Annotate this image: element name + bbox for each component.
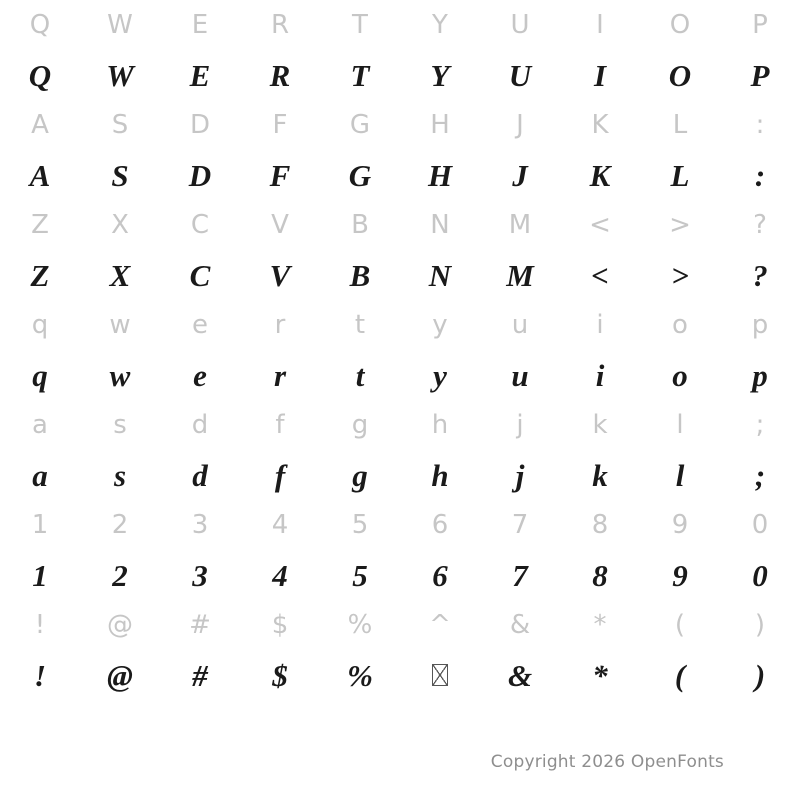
glyph-cell: r <box>273 357 287 393</box>
glyph-cell: * <box>592 657 608 693</box>
glyph-cell: a <box>32 457 48 493</box>
glyph-cell: G <box>349 110 371 140</box>
glyph-cell: ? <box>752 257 768 293</box>
glyph-cell: u <box>511 310 529 340</box>
glyph-cell: 8 <box>592 557 608 593</box>
glyph-cell: X <box>109 257 131 293</box>
glyph-cell: X <box>111 210 129 240</box>
glyph-cell: i <box>596 310 604 340</box>
glyph-cell: q <box>31 310 49 340</box>
glyph-cell: U <box>508 57 532 93</box>
glyph-cell: $ <box>271 610 289 640</box>
glyph-cell: C <box>189 257 211 293</box>
glyph-cell: g <box>352 457 368 493</box>
glyph-cell: 9 <box>672 557 688 593</box>
glyph-cell: P <box>750 57 770 93</box>
glyph-cell: M <box>508 210 532 240</box>
glyph-cell: 7 <box>512 557 528 593</box>
glyph-cell: Z <box>30 257 50 293</box>
glyph-cell: ^ <box>429 610 451 640</box>
glyph-cell: D <box>189 110 211 140</box>
glyph-cell: W <box>106 57 134 93</box>
glyph-cell: A <box>29 157 51 193</box>
glyph-cell: 5 <box>352 557 368 593</box>
glyph-cell: J <box>512 157 528 193</box>
glyph-cell: p <box>752 357 768 393</box>
specimen-row-sample <box>0 250 800 300</box>
glyph-cell: L <box>672 110 688 140</box>
glyph-cell: I <box>596 10 604 40</box>
specimen-row-reference <box>0 400 800 450</box>
glyph-cell: s <box>113 457 127 493</box>
glyph-cell: # <box>189 610 211 640</box>
glyph-cell: t <box>355 357 365 393</box>
glyph-cell: Z <box>31 210 49 240</box>
glyph-cell: # <box>192 657 208 693</box>
glyph-cell: 4 <box>271 510 289 540</box>
glyph-cell: q <box>32 357 48 393</box>
glyph-cell: R <box>269 57 291 93</box>
glyph-cell: > <box>671 257 689 293</box>
glyph-cell: j <box>515 457 525 493</box>
glyph-cell <box>400 650 480 700</box>
glyph-cell: L <box>670 157 690 193</box>
glyph-cell: % <box>347 610 373 640</box>
glyph-cell: o <box>672 357 688 393</box>
glyph-cell: 0 <box>751 510 769 540</box>
glyph-cell: ) <box>754 657 766 693</box>
glyph-cell: S <box>111 157 129 193</box>
glyph-cell: > <box>669 210 691 240</box>
specimen-row-reference <box>0 600 800 650</box>
glyph-cell: e <box>192 310 208 340</box>
glyph-cell: & <box>509 610 531 640</box>
glyph-cell: : <box>755 110 765 140</box>
glyph-cell: Y <box>432 10 448 40</box>
glyph-cell: ! <box>33 657 47 693</box>
glyph-cell: Q <box>28 57 52 93</box>
glyph-cell: D <box>188 157 212 193</box>
glyph-cell: A <box>31 110 49 140</box>
glyph-cell: K <box>589 157 611 193</box>
copyright-notice: Copyright 2026 OpenFonts <box>490 752 724 772</box>
glyph-cell: h <box>431 410 449 440</box>
glyph-cell: y <box>432 310 448 340</box>
glyph-cell: a <box>32 410 48 440</box>
glyph-cell: E <box>191 10 209 40</box>
glyph-cell: h <box>431 457 449 493</box>
glyph-cell: $ <box>272 657 288 693</box>
glyph-cell: f <box>274 457 286 493</box>
glyph-cell: & <box>507 657 533 693</box>
glyph-cell: P <box>752 10 768 40</box>
glyph-cell: I <box>593 57 607 93</box>
glyph-cell: Y <box>430 57 450 93</box>
glyph-cell: K <box>591 110 609 140</box>
glyph-cell: s <box>113 410 127 440</box>
specimen-row-sample <box>0 150 800 200</box>
glyph-cell: 3 <box>191 510 209 540</box>
glyph-cell: H <box>427 157 453 193</box>
glyph-cell: e <box>193 357 207 393</box>
glyph-cell: ; <box>755 410 765 440</box>
glyph-cell: 3 <box>192 557 208 593</box>
glyph-cell: ) <box>754 610 766 640</box>
glyph-cell: T <box>350 57 370 93</box>
glyph-cell: % <box>347 657 373 693</box>
glyph-cell: o <box>672 310 688 340</box>
glyph-cell: 9 <box>671 510 689 540</box>
glyph-cell: 1 <box>31 510 49 540</box>
glyph-cell: r <box>274 310 286 340</box>
glyph-cell: p <box>751 310 769 340</box>
glyph-cell: R <box>270 10 290 40</box>
glyph-cell: 6 <box>432 557 448 593</box>
glyph-cell: H <box>430 110 450 140</box>
glyph-cell: V <box>269 257 291 293</box>
glyph-cell: * <box>593 610 607 640</box>
missing-glyph-icon <box>432 664 448 686</box>
glyph-cell: < <box>589 210 611 240</box>
specimen-row-sample <box>0 350 800 400</box>
glyph-cell: i <box>595 357 605 393</box>
glyph-cell: 6 <box>431 510 449 540</box>
specimen-row-sample <box>0 550 800 600</box>
specimen-row-reference <box>0 100 800 150</box>
glyph-cell: ? <box>753 210 767 240</box>
glyph-cell: O <box>668 57 692 93</box>
glyph-cell: @ <box>107 610 133 640</box>
glyph-cell: 2 <box>111 510 129 540</box>
glyph-cell: w <box>109 357 131 393</box>
glyph-cell: d <box>192 457 208 493</box>
glyph-cell: C <box>190 210 210 240</box>
glyph-cell: V <box>271 210 289 240</box>
glyph-cell: S <box>111 110 129 140</box>
glyph-cell: N <box>428 257 452 293</box>
glyph-cell: l <box>675 457 685 493</box>
glyph-cell: w <box>109 310 131 340</box>
glyph-cell: 8 <box>591 510 609 540</box>
glyph-cell: 1 <box>32 557 48 593</box>
glyph-cell: T <box>352 10 368 40</box>
specimen-row-sample <box>0 450 800 500</box>
glyph-cell: u <box>511 357 529 393</box>
glyph-cell: ( <box>674 657 686 693</box>
glyph-cell: t <box>354 310 366 340</box>
specimen-row-reference <box>0 0 800 50</box>
glyph-cell: : <box>754 157 766 193</box>
glyph-cell: 4 <box>272 557 288 593</box>
glyph-cell: U <box>510 10 530 40</box>
specimen-row-sample <box>0 50 800 100</box>
glyph-cell: 2 <box>112 557 128 593</box>
glyph-cell: J <box>516 110 524 140</box>
glyph-cell: ( <box>674 610 686 640</box>
glyph-cell: W <box>107 10 133 40</box>
glyph-cell: 7 <box>511 510 529 540</box>
specimen-row-reference <box>0 300 800 350</box>
glyph-cell: O <box>669 10 691 40</box>
specimen-row-reference <box>0 500 800 550</box>
glyph-cell: M <box>506 257 534 293</box>
glyph-cell: 0 <box>752 557 768 593</box>
glyph-cell: ; <box>754 457 766 493</box>
glyph-cell: < <box>591 257 609 293</box>
glyph-cell: ! <box>34 610 46 640</box>
glyph-cell: G <box>348 157 372 193</box>
glyph-cell: k <box>592 410 608 440</box>
glyph-cell: B <box>349 257 371 293</box>
glyph-cell: E <box>189 57 211 93</box>
glyph-cell: f <box>275 410 285 440</box>
glyph-cell: l <box>676 410 684 440</box>
glyph-cell: j <box>516 410 524 440</box>
glyph-cell: F <box>272 110 288 140</box>
specimen-row-sample <box>0 650 800 700</box>
glyph-cell: 5 <box>351 510 369 540</box>
specimen-row-reference <box>0 200 800 250</box>
glyph-cell: F <box>269 157 291 193</box>
glyph-cell: g <box>351 410 369 440</box>
glyph-cell: B <box>351 210 369 240</box>
glyph-cell: d <box>191 410 209 440</box>
glyph-cell: @ <box>107 657 133 693</box>
glyph-cell: Q <box>29 10 51 40</box>
glyph-cell: N <box>430 210 450 240</box>
glyph-cell: y <box>433 357 447 393</box>
glyph-cell: k <box>592 457 608 493</box>
